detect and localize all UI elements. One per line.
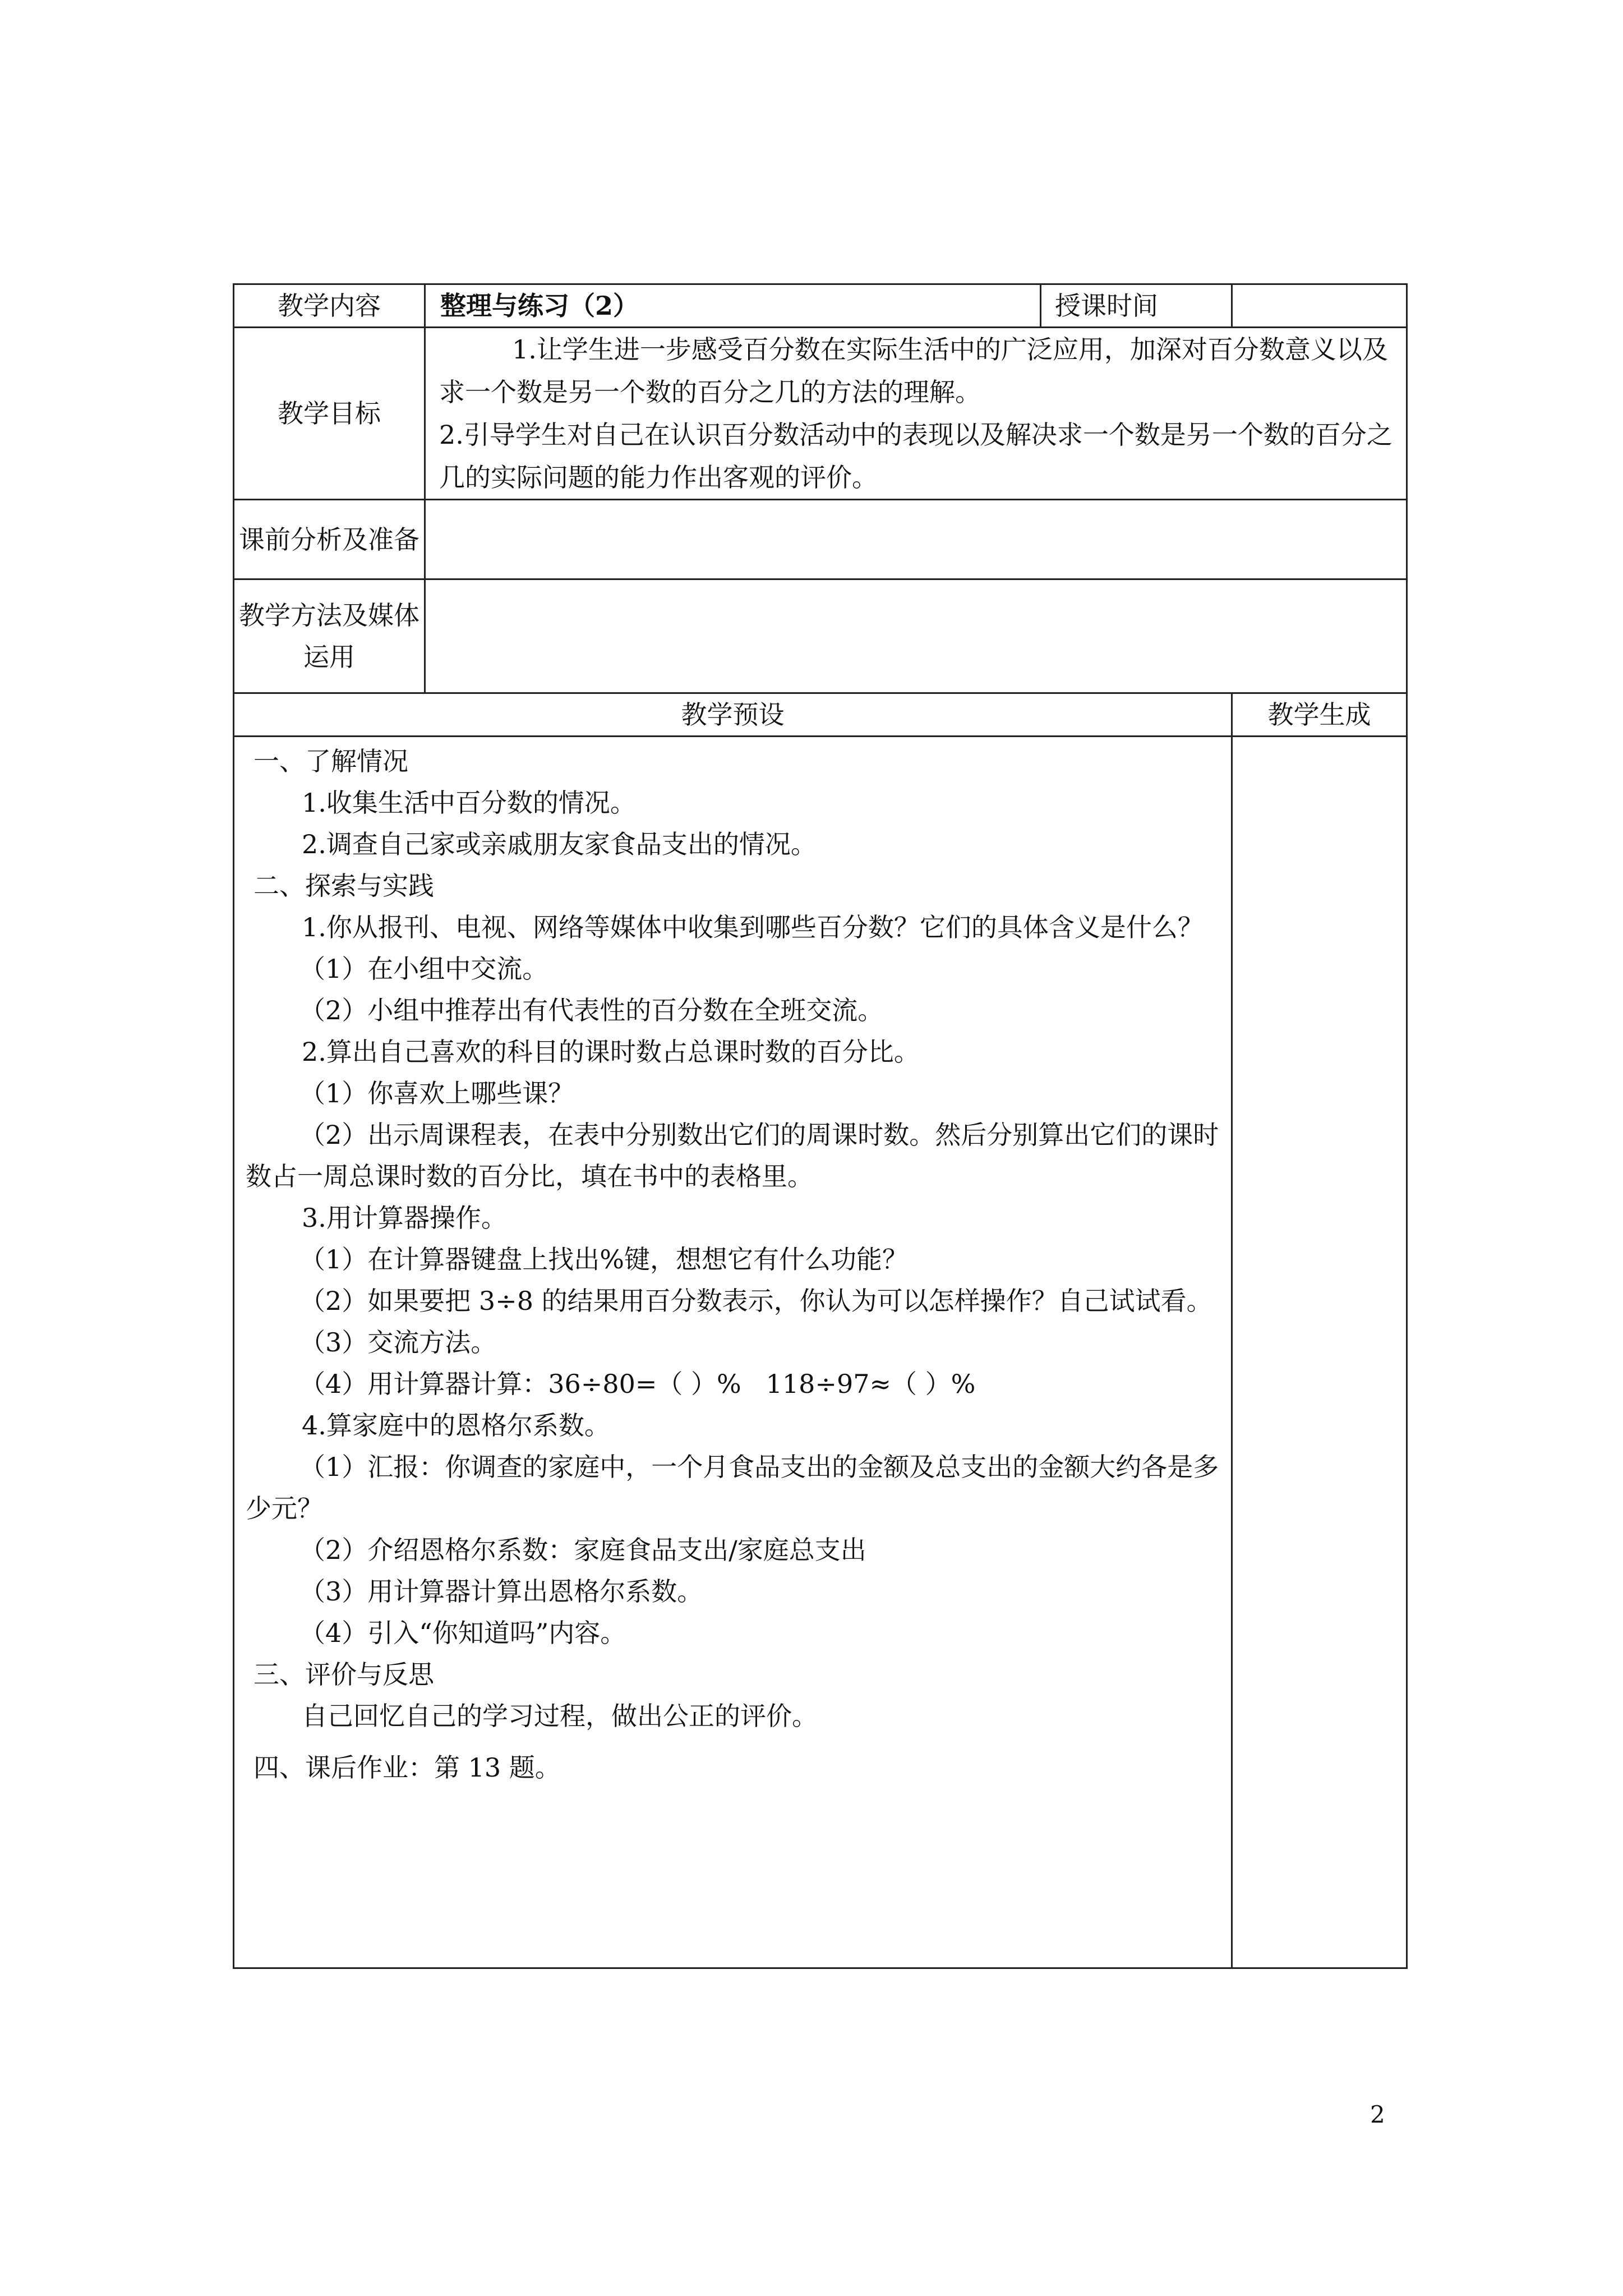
line-4: 1.你从报刊、电视、网络等媒体中收集到哪些百分数？它们的具体含义是什么？ — [302, 912, 1204, 942]
teaching-preset-header: 教学预设 — [234, 693, 1232, 737]
line-17: （2）介绍恩格尔系数：家庭食品支出/家庭总支出 — [299, 1535, 866, 1565]
section-reflection: 三、评价与反思 — [253, 1659, 434, 1690]
line-11: （1）在计算器键盘上找出%键，想想它有什么功能？ — [299, 1244, 908, 1274]
teaching-goals — [425, 328, 1407, 500]
line-10: 3.用计算器操作。 — [302, 1203, 507, 1233]
line-6: （2）小组中推荐出有代表性的百分数在全班交流。 — [299, 995, 884, 1025]
teaching-generation-content — [1232, 737, 1407, 1968]
teaching-generation-header: 教学生成 — [1232, 693, 1407, 737]
section-explore: 二、探索与实践 — [253, 871, 434, 901]
section-homework: 四、课后作业：第 13 题。 — [253, 1752, 561, 1783]
line-14: （4）用计算器计算：36÷80=（ ）% 118÷97≈（ ）% — [299, 1369, 976, 1399]
line-12: （2）如果要把 3÷8 的结果用百分数表示，你认为可以怎样操作？自己试试看。 — [299, 1286, 1212, 1316]
line-19: （4）引入“你知道吗”内容。 — [299, 1618, 626, 1648]
teaching-goals-label: 教学目标 — [234, 328, 425, 500]
class-time-label: 授课时间 — [1041, 284, 1232, 328]
line-7: 2.算出自己喜欢的科目的课时数占总课时数的百分比。 — [302, 1037, 920, 1067]
class-time-value — [1232, 284, 1407, 328]
line-21: 自己回忆自己的学习过程，做出公正的评价。 — [302, 1701, 818, 1731]
line-5: （1）在小组中交流。 — [299, 954, 548, 984]
line-15: 4.算家庭中的恩格尔系数。 — [302, 1410, 610, 1441]
pre-analysis-value — [425, 500, 1407, 579]
page-number: 2 — [1370, 2101, 1385, 2128]
line-16: （1）汇报：你调查的家庭中，一个月食品支出的金额及总支出的金额大约各是多少元？ — [246, 1452, 1219, 1524]
line-8: （1）你喜欢上哪些课？ — [299, 1078, 574, 1108]
teaching-preset-content — [234, 737, 1232, 1968]
section-understanding: 一、了解情况 — [253, 746, 408, 776]
method-label: 教学方法及媒体运用 — [234, 579, 425, 693]
teaching-content-label: 教学内容 — [234, 284, 425, 328]
goal-1: 1.让学生进一步感受百分数在实际生活中的广泛应用，加深对百分数意义以及求一个数是另一个数的百分之几的方法的理解。 — [439, 334, 1388, 407]
line-2: 2.调查自己家或亲戚朋友家食品支出的情况。 — [302, 829, 817, 859]
lesson-topic: 整理与练习（2） — [425, 284, 1041, 328]
line-18: （3）用计算器计算出恩格尔系数。 — [299, 1576, 703, 1607]
line-9: （2）出示周课程表，在表中分别数出它们的周课时数。然后分别算出它们的课时数占一周总课时数的百分比，填在书中的表格里。 — [246, 1120, 1219, 1191]
pre-analysis-label: 课前分析及准备 — [234, 500, 425, 579]
goal-2: 2.引导学生对自己在认识百分数活动中的表现以及解决求一个数是另一个数的百分之几的实际问题的能力作出客观的评价。 — [439, 420, 1393, 493]
method-value — [425, 579, 1407, 693]
lesson-plan-table — [233, 283, 1408, 1969]
line-1: 1.收集生活中百分数的情况。 — [302, 788, 636, 818]
line-13: （3）交流方法。 — [299, 1327, 497, 1358]
